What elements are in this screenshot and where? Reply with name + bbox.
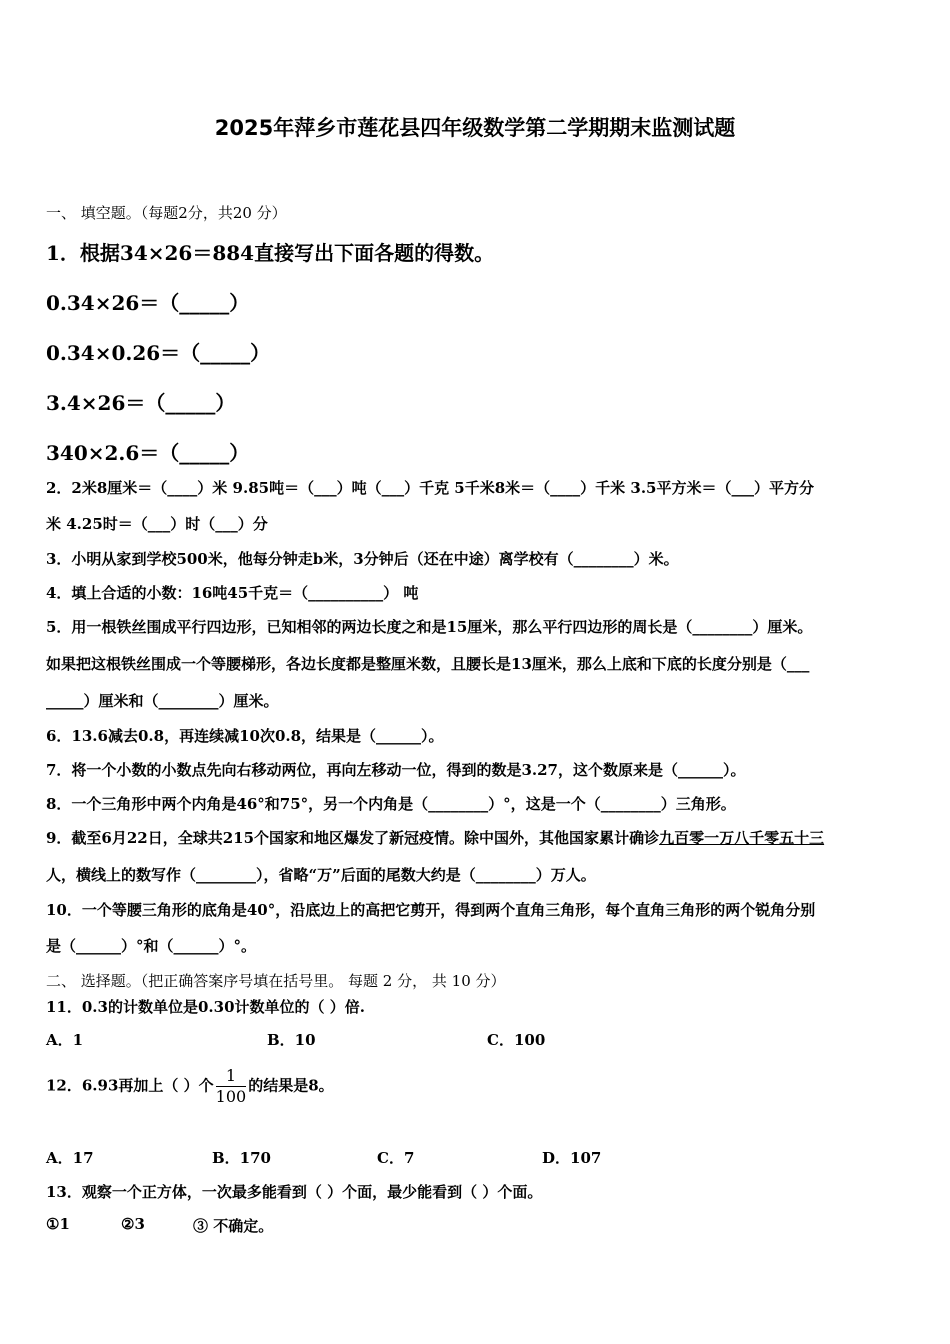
q9-line1	[46, 827, 824, 848]
section-1-header: 一、 填空题。（每题2分，共20 分）	[46, 204, 287, 222]
q13-stem: 13．观察一个正方体，一次最多能看到（ ）个面，最少能看到（ ）个面。	[46, 1183, 543, 1201]
q10-line1: 10．一个等腰三角形的底角是40°，沿底边上的高把它剪开，得到两个直角三角形，每个直角三角形的两个锐角分别	[46, 901, 816, 919]
q9-line2: 人，横线上的数写作（________），省略“万”后面的尾数大约是（________）万人。	[46, 866, 596, 884]
q5-line3: _____）厘米和（________）厘米。	[46, 692, 279, 710]
q12-option-a: A．17	[46, 1149, 94, 1167]
section-2-header: 二、 选择题。（把正确答案序号填在括号里。 每题 2 分， 共 10 分）	[46, 972, 506, 990]
q12-option-d: D．107	[542, 1149, 602, 1167]
fraction-denominator: 100	[215, 1087, 247, 1106]
q11-option-c: C．100	[487, 1031, 546, 1049]
q6: 6．13.6减去0.8，再连续减10次0.8，结果是（______）。	[46, 727, 444, 745]
page-title: 2025年萍乡市莲花县四年级数学第二学期期末监测试题	[214, 116, 736, 140]
q13-option-2: ②3	[121, 1215, 145, 1233]
q4: 4．填上合适的小数：16吨45千克＝（__________） 吨	[46, 584, 419, 602]
q12-option-c: C．7	[377, 1149, 415, 1167]
q13-option-1: ①1	[46, 1215, 70, 1233]
q8: 8．一个三角形中两个内角是46°和75°，另一个内角是（________）°，这是一个（________）三角形。	[46, 795, 736, 813]
q11-option-b: B．10	[267, 1031, 316, 1049]
q1-item-d: 340×2.6＝（_____）	[46, 441, 250, 465]
q13-option-3: ③ 不确定。	[193, 1217, 274, 1235]
q1-item-c: 3.4×26＝（_____）	[46, 391, 236, 415]
q5-line1: 5．用一根铁丝围成平行四边形，已知相邻的两边长度之和是15厘米，那么平行四边形的周长是（________）厘米。	[46, 618, 813, 636]
q1-stem: 1．根据34×26＝884直接写出下面各题的得数。	[46, 241, 495, 265]
q1-item-b: 0.34×0.26＝（_____）	[46, 341, 271, 365]
q3: 3．小明从家到学校500米，他每分钟走b米，3分钟后（还在中途）离学校有（________）米。	[46, 550, 679, 568]
q12-stem	[46, 1066, 334, 1107]
q2-line2: 米 4.25时＝（___）时（___）分	[46, 515, 268, 533]
q10-line2: 是（______）°和（______）°。	[46, 937, 257, 955]
q12-option-b: B．170	[212, 1149, 271, 1167]
q5-line2: 如果把这根铁丝围成一个等腰梯形，各边长度都是整厘米数，且腰长是13厘米，那么上底和下底的长度分别是（___	[46, 655, 810, 673]
q7: 7．将一个小数的小数点先向右移动两位，再向左移动一位，得到的数是3.27，这个数原来是（______）。	[46, 761, 746, 779]
q12-stem-pre: 12．6.93再加上（ ）个	[46, 1076, 214, 1095]
q9-underlined-number: 九百零一万八千零五十三	[659, 829, 825, 847]
q11-stem: 11．0.3的计数单位是0.30计数单位的（ ）倍.	[46, 998, 365, 1016]
q2-line1: 2．2米8厘米＝（____）米 9.85吨＝（___）吨（___）千克 5千米8米＝（____）千米 3.5平方米＝（___）平方分	[46, 479, 814, 497]
fraction-numerator: 1	[216, 1066, 247, 1087]
q1-item-a: 0.34×26＝（_____）	[46, 291, 250, 315]
q12-stem-post: 的结果是8。	[248, 1076, 334, 1095]
q11-option-a: A．1	[46, 1031, 84, 1049]
q9-text: 9．截至6月22日，全球共215个国家和地区爆发了新冠疫情。除中国外，其他国家累计确诊	[46, 829, 660, 847]
fraction-one-hundredth	[216, 1066, 247, 1107]
